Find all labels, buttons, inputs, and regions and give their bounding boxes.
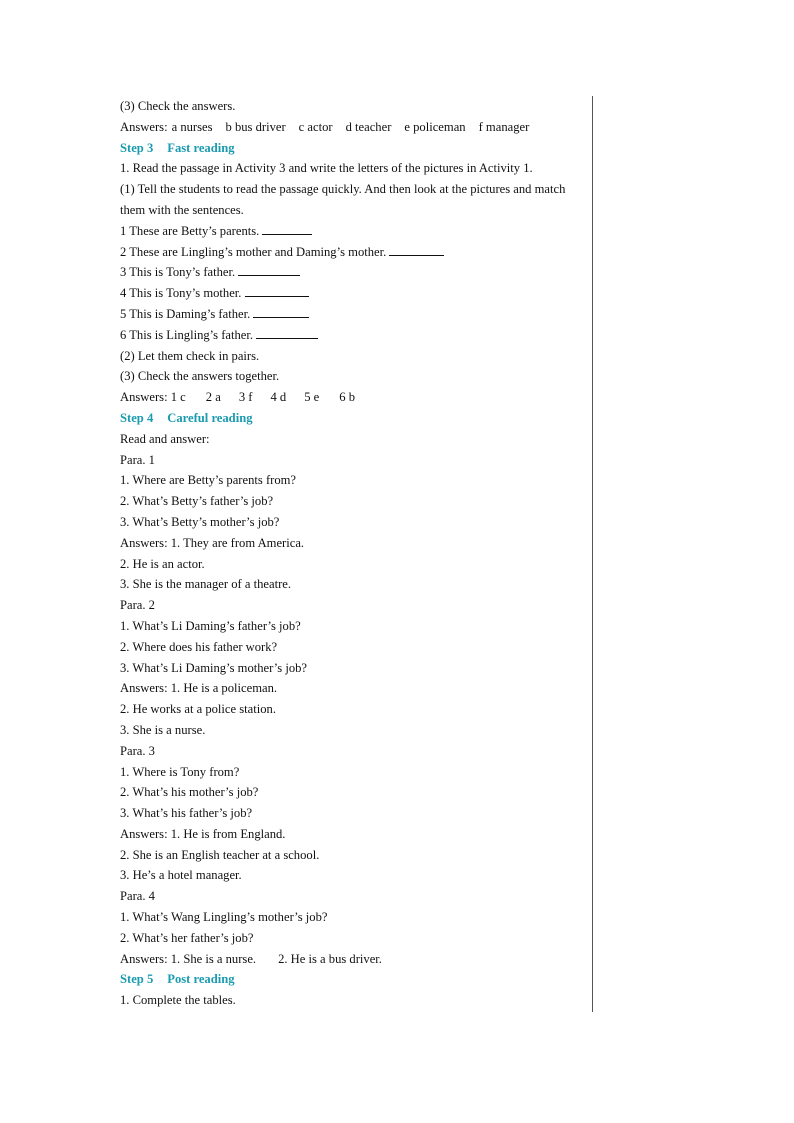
para1-answer-1: Answers: 1. They are from America. <box>120 535 305 550</box>
sentence-4: 4 This is Tony’s mother. <box>120 283 588 304</box>
step3-answers-line: Answers: 1 c 2 a 3 f 4 d 5 e 6 b <box>120 390 356 405</box>
step5-task: 1. Complete the tables. <box>120 993 236 1008</box>
step3-heading: Step 3 Fast reading <box>120 140 235 155</box>
para1-question-2: 2. What’s Betty’s father’s job? <box>120 494 274 509</box>
para2-question-3: 3. What’s Li Daming’s mother’s job? <box>120 660 308 675</box>
answer-blank <box>245 284 309 297</box>
para4-answers: Answers: 1. She is a nurse. 2. He is a bus driver. <box>120 951 382 966</box>
para3-label: Para. 3 <box>120 743 155 758</box>
para1-label: Para. 1 <box>120 452 155 467</box>
para4-label: Para. 4 <box>120 889 155 904</box>
para1-answer-2: 2. He is an actor. <box>120 556 205 571</box>
para2-label: Para. 2 <box>120 598 155 613</box>
para3-question-3: 3. What’s his father’s job? <box>120 806 253 821</box>
sentence-6: 6 This is Lingling’s father. <box>120 325 588 346</box>
sentence-1: 1 These are Betty’s parents. <box>120 221 588 242</box>
para4-question-2: 2. What’s her father’s job? <box>120 930 254 945</box>
para4-question-1: 1. What’s Wang Lingling’s mother’s job? <box>120 910 328 925</box>
para2-answer-1: Answers: 1. He is a policeman. <box>120 681 278 696</box>
answer-blank <box>238 263 300 276</box>
answer-blank <box>389 243 444 256</box>
step3-instruction: (1) Tell the students to read the passage quickly. And then look at the pictures and match them with the sentences. <box>120 182 566 217</box>
para2-question-1: 1. What’s Li Daming’s father’s job? <box>120 618 301 633</box>
para1-answer-3: 3. She is the manager of a theatre. <box>120 577 291 592</box>
sentence-3: 3 This is Tony’s father. <box>120 262 588 283</box>
para1-question-1: 1. Where are Betty’s parents from? <box>120 473 297 488</box>
answer-blank <box>256 326 318 339</box>
table-border-right <box>592 96 593 1012</box>
answer-blank <box>262 222 312 235</box>
check-answers-line: (3) Check the answers. <box>120 99 236 113</box>
para1-question-3: 3. What’s Betty’s mother’s job? <box>120 514 280 529</box>
step3-pairs: (2) Let them check in pairs. <box>120 348 260 363</box>
para3-answer-3: 3. He’s a hotel manager. <box>120 868 242 883</box>
answer-blank <box>253 305 309 318</box>
step2-answers-line: Answers: a nurses b bus driver c actor d teacher e policeman f manager <box>120 119 530 134</box>
step4-intro: Read and answer: <box>120 431 210 446</box>
para3-answer-1: Answers: 1. He is from England. <box>120 826 286 841</box>
step3-check: (3) Check the answers together. <box>120 369 280 384</box>
para2-answer-2: 2. He works at a police station. <box>120 702 276 717</box>
para3-question-2: 2. What’s his mother’s job? <box>120 785 259 800</box>
para3-question-1: 1. Where is Tony from? <box>120 764 240 779</box>
step4-heading: Step 4 Careful reading <box>120 410 253 425</box>
sentence-5: 5 This is Daming’s father. <box>120 304 588 325</box>
lesson-content <box>120 96 588 1011</box>
step3-task: 1. Read the passage in Activity 3 and write the letters of the pictures in Activity 1. <box>120 161 533 176</box>
sentence-2: 2 These are Lingling’s mother and Daming’s mother. <box>120 242 588 263</box>
para3-answer-2: 2. She is an English teacher at a school. <box>120 847 320 862</box>
para2-question-2: 2. Where does his father work? <box>120 639 278 654</box>
step5-heading: Step 5 Post reading <box>120 972 235 987</box>
para2-answer-3: 3. She is a nurse. <box>120 722 206 737</box>
